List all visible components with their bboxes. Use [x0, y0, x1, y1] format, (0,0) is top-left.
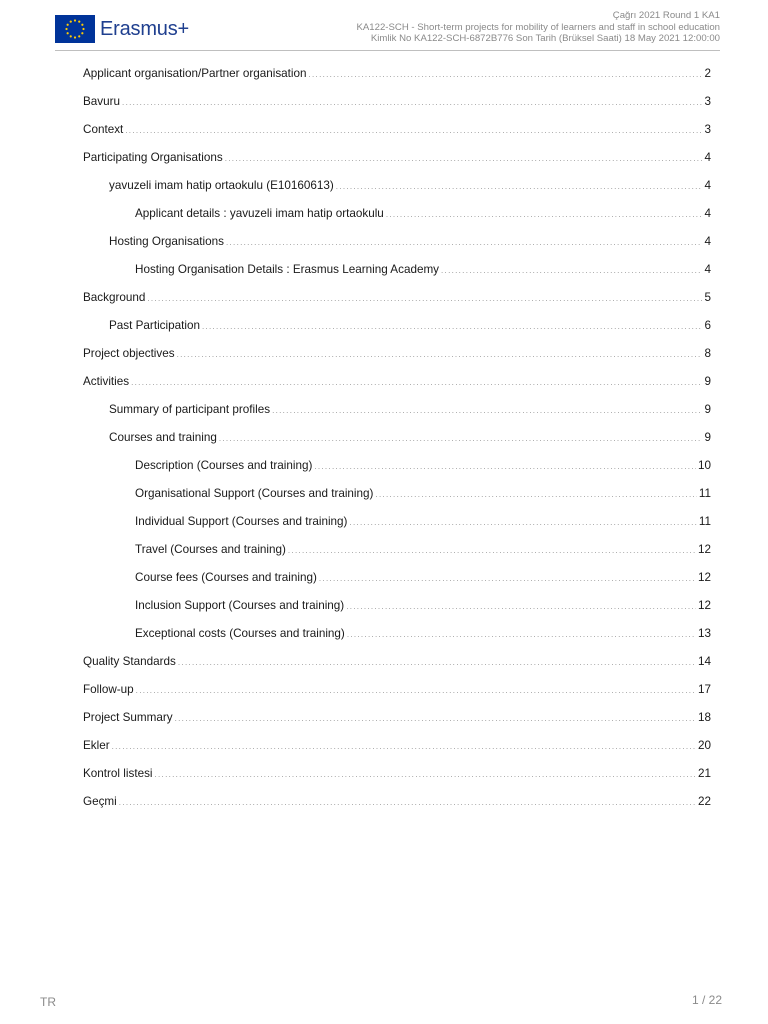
toc-entry-page: 18	[697, 711, 711, 724]
toc-entry[interactable]	[83, 200, 711, 228]
toc-entry-title: Geçmi	[83, 795, 117, 808]
toc-dot-leader	[375, 481, 696, 509]
toc-entry-page: 4	[704, 179, 711, 192]
erasmus-logo	[55, 14, 189, 44]
toc-entry-title: Hosting Organisations	[109, 235, 224, 248]
toc-entry[interactable]	[83, 88, 711, 116]
toc-entry-page: 20	[697, 739, 711, 752]
toc-entry-title: Past Participation	[109, 319, 200, 332]
toc-entry-page: 8	[704, 347, 711, 360]
toc-entry-page: 11	[698, 515, 711, 528]
toc-entry[interactable]	[83, 396, 711, 424]
toc-entry-page: 4	[704, 151, 711, 164]
toc-entry[interactable]	[83, 564, 711, 592]
toc-dot-leader	[314, 453, 696, 481]
toc-entry-title: Kontrol listesi	[83, 767, 153, 780]
toc-entry[interactable]	[83, 424, 711, 452]
toc-dot-leader	[177, 341, 703, 369]
toc-entry-title: Travel (Courses and training)	[135, 543, 286, 556]
toc-entry[interactable]	[83, 228, 711, 256]
toc-entry-page: 12	[697, 543, 711, 556]
id-line: Kimlik No KA122-SCH-6872B776 Son Tarih (Brüksel Saati) 18 May 2021 12:00:00	[370, 33, 720, 44]
toc-entry[interactable]	[83, 144, 711, 172]
toc-entry-title: Summary of participant profiles	[109, 403, 271, 416]
toc-dot-leader	[136, 677, 696, 705]
toc-entry[interactable]	[83, 368, 711, 396]
toc-entry-title: Hosting Organisation Details : Erasmus Learning Academy	[135, 263, 440, 276]
toc-dot-leader	[226, 229, 702, 257]
toc-entry-title: Description (Courses and training)	[135, 459, 313, 472]
toc-entry[interactable]	[83, 340, 711, 368]
toc-entry-page: 17	[697, 683, 711, 696]
toc-entry-page: 3	[704, 95, 711, 108]
toc-dot-leader	[147, 285, 702, 313]
toc-entry-title: Organisational Support (Courses and training)	[135, 487, 374, 500]
toc-entry-page: 14	[697, 655, 711, 668]
toc-dot-leader	[219, 425, 703, 453]
toc-entry-page: 21	[697, 767, 711, 780]
toc-dot-leader	[112, 733, 696, 761]
toc-entry-title: Background	[83, 291, 146, 304]
toc-entry[interactable]	[83, 256, 711, 284]
toc-entry-title: Applicant organisation/Partner organisation	[83, 67, 307, 80]
toc-entry-title: Course fees (Courses and training)	[135, 571, 317, 584]
toc-dot-leader	[349, 509, 696, 537]
eu-flag-icon	[55, 15, 95, 43]
toc-entry-page: 12	[697, 571, 711, 584]
toc-entry-title: Context	[83, 123, 124, 136]
toc-entry-title: yavuzeli imam hatip ortaokulu (E10160613)	[109, 179, 334, 192]
toc-entry-page: 9	[704, 375, 711, 388]
toc-entry[interactable]	[83, 312, 711, 340]
toc-dot-leader	[288, 537, 696, 565]
toc-entry-title: Exceptional costs (Courses and training)	[135, 627, 345, 640]
toc-entry-page: 12	[697, 599, 711, 612]
toc-dot-leader	[336, 173, 703, 201]
toc-dot-leader	[272, 397, 702, 425]
logo-text: Erasmus+	[100, 17, 189, 40]
toc-entry-page: 22	[697, 795, 711, 808]
toc-entry-title: Quality Standards	[83, 655, 176, 668]
toc-dot-leader	[347, 621, 696, 649]
toc-entry-page: 9	[704, 403, 711, 416]
toc-dot-leader	[346, 593, 696, 621]
toc-entry[interactable]	[83, 732, 711, 760]
toc-entry-title: Ekler	[83, 739, 110, 752]
toc-dot-leader	[175, 705, 696, 733]
toc-dot-leader	[131, 369, 702, 397]
toc-entry[interactable]	[83, 760, 711, 788]
toc-dot-leader	[225, 145, 703, 173]
toc-entry[interactable]	[83, 480, 711, 508]
toc-entry[interactable]	[83, 676, 711, 704]
toc-entry-title: Participating Organisations	[83, 151, 223, 164]
toc-entry[interactable]	[83, 452, 711, 480]
toc-dot-leader	[155, 761, 696, 789]
toc-dot-leader	[319, 565, 696, 593]
toc-entry-title: Applicant details : yavuzeli imam hatip ortaokulu	[135, 207, 384, 220]
table-of-contents	[83, 60, 711, 816]
toc-dot-leader	[441, 257, 702, 285]
toc-entry[interactable]	[83, 788, 711, 816]
toc-entry[interactable]	[83, 60, 711, 88]
toc-entry-page: 4	[704, 263, 711, 276]
toc-entry-page: 11	[698, 487, 711, 500]
toc-entry-page: 13	[697, 627, 711, 640]
toc-entry-title: Bavuru	[83, 95, 121, 108]
toc-entry-page: 2	[704, 67, 711, 80]
toc-entry-page: 5	[704, 291, 711, 304]
toc-entry-page: 3	[704, 123, 711, 136]
toc-dot-leader	[309, 61, 703, 89]
toc-dot-leader	[119, 789, 696, 817]
toc-entry-title: Project Summary	[83, 711, 173, 724]
toc-entry-title: Courses and training	[109, 431, 217, 444]
toc-entry[interactable]	[83, 284, 711, 312]
page-number: 1 / 22	[691, 993, 722, 1007]
toc-entry[interactable]	[83, 592, 711, 620]
toc-dot-leader	[122, 89, 702, 117]
program-line: KA122-SCH - Short-term projects for mobility of learners and staff in school education	[356, 21, 720, 33]
toc-entry-title: Individual Support (Courses and training)	[135, 515, 348, 528]
language-code: TR	[40, 995, 56, 1009]
toc-entry[interactable]	[83, 536, 711, 564]
toc-entry-page: 9	[704, 431, 711, 444]
toc-entry-page: 10	[697, 459, 711, 472]
toc-entry-page: 4	[704, 235, 711, 248]
toc-dot-leader	[178, 649, 696, 677]
toc-entry[interactable]	[83, 172, 711, 200]
toc-dot-leader	[386, 201, 703, 229]
toc-entry-title: Follow-up	[83, 683, 134, 696]
call-line: Çağrı 2021 Round 1 KA1	[612, 10, 720, 21]
document-info	[357, 10, 721, 45]
toc-entry[interactable]	[83, 620, 711, 648]
toc-entry-title: Activities	[83, 375, 130, 388]
toc-dot-leader	[202, 313, 703, 341]
page-header	[0, 0, 768, 52]
toc-dot-leader	[125, 117, 702, 145]
toc-entry[interactable]	[83, 508, 711, 536]
toc-entry-title: Project objectives	[83, 347, 175, 360]
toc-entry-page: 4	[704, 207, 711, 220]
toc-entry[interactable]	[83, 116, 711, 144]
toc-entry[interactable]	[83, 648, 711, 676]
toc-entry-title: Inclusion Support (Courses and training)	[135, 599, 345, 612]
toc-entry-page: 6	[704, 319, 711, 332]
header-divider	[55, 50, 720, 51]
toc-entry[interactable]	[83, 704, 711, 732]
